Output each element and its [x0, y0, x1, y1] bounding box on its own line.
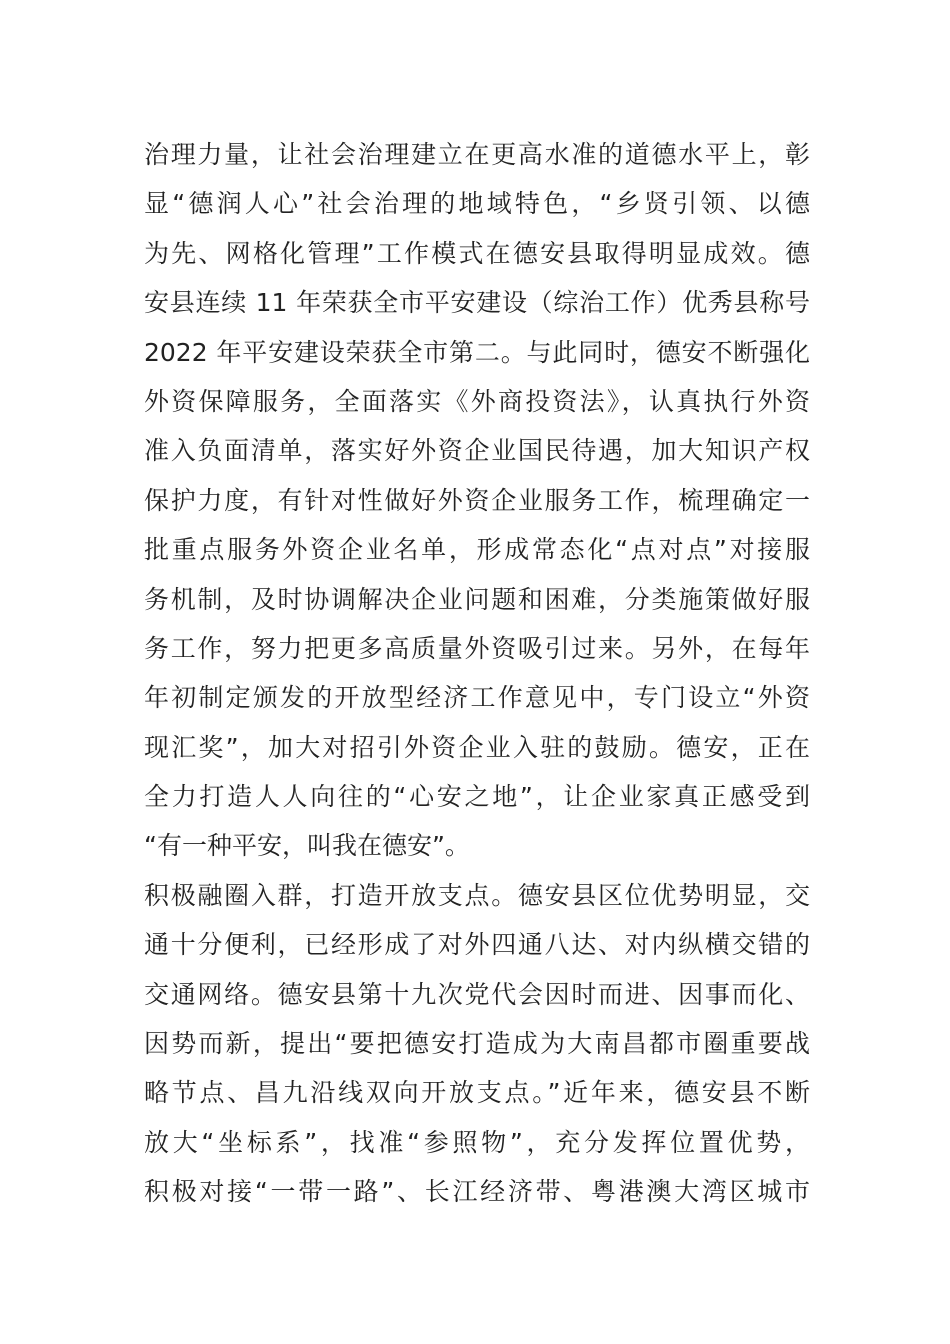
text-line: 交通网络。德安县第十九次党代会因时而进、因事而化、 — [144, 979, 810, 1009]
text-line: 通十分便利，已经形成了对外四通八达、对内纵横交错的 — [144, 930, 810, 960]
text-line: 全力打造人人向往的“心安之地”，让企业家真正感受到 — [144, 782, 810, 812]
text-line: 积极融圈入群，打造开放支点。德安县区位优势明显，交 — [144, 880, 810, 910]
text-line: 年初制定颁发的开放型经济工作意见中，专门设立“外资 — [144, 683, 810, 713]
text-line: 略节点、昌九沿线双向开放支点。”近年来，德安县不断 — [144, 1078, 810, 1108]
text-line: 积极对接“一带一路”、长江经济带、粤港澳大湾区城市 — [144, 1177, 810, 1207]
text-line: 安县连续 11 年荣获全市平安建设（综治工作）优秀县称号 — [144, 288, 810, 318]
text-line: 批重点服务外资企业名单，形成常态化“点对点”对接服 — [144, 535, 810, 565]
text-line: 外资保障服务，全面落实《外商投资法》，认真执行外资 — [144, 386, 810, 416]
text-line: 为先、网格化管理”工作模式在德安县取得明显成效。德 — [144, 238, 810, 268]
text-line: “有一种平安，叫我在德安”。 — [144, 831, 470, 861]
text-line: 因势而新，提出“要把德安打造成为大南昌都市圈重要战 — [144, 1029, 810, 1059]
body-text — [144, 130, 810, 1217]
text-line: 放大“坐标系”，找准“参照物”，充分发挥位置优势， — [144, 1127, 810, 1157]
text-line: 务工作，努力把更多高质量外资吸引过来。另外，在每年 — [144, 633, 810, 663]
text-line: 现汇奖”，加大对招引外资企业入驻的鼓励。德安，正在 — [144, 732, 810, 762]
text-line: 准入负面清单，落实好外资企业国民待遇，加大知识产权 — [144, 436, 810, 466]
text-line: 保护力度，有针对性做好外资企业服务工作，梳理确定一 — [144, 485, 810, 515]
text-line: 治理力量，让社会治理建立在更高水准的道德水平上，彰 — [144, 140, 810, 169]
text-line: 2022 年平安建设荣获全市第二。与此同时，德安不断强化 — [144, 337, 810, 367]
text-line: 显“德润人心”社会治理的地域特色，“乡贤引领、以德 — [144, 189, 810, 219]
text-line: 务机制，及时协调解决企业问题和困难，分类施策做好服 — [144, 584, 810, 614]
